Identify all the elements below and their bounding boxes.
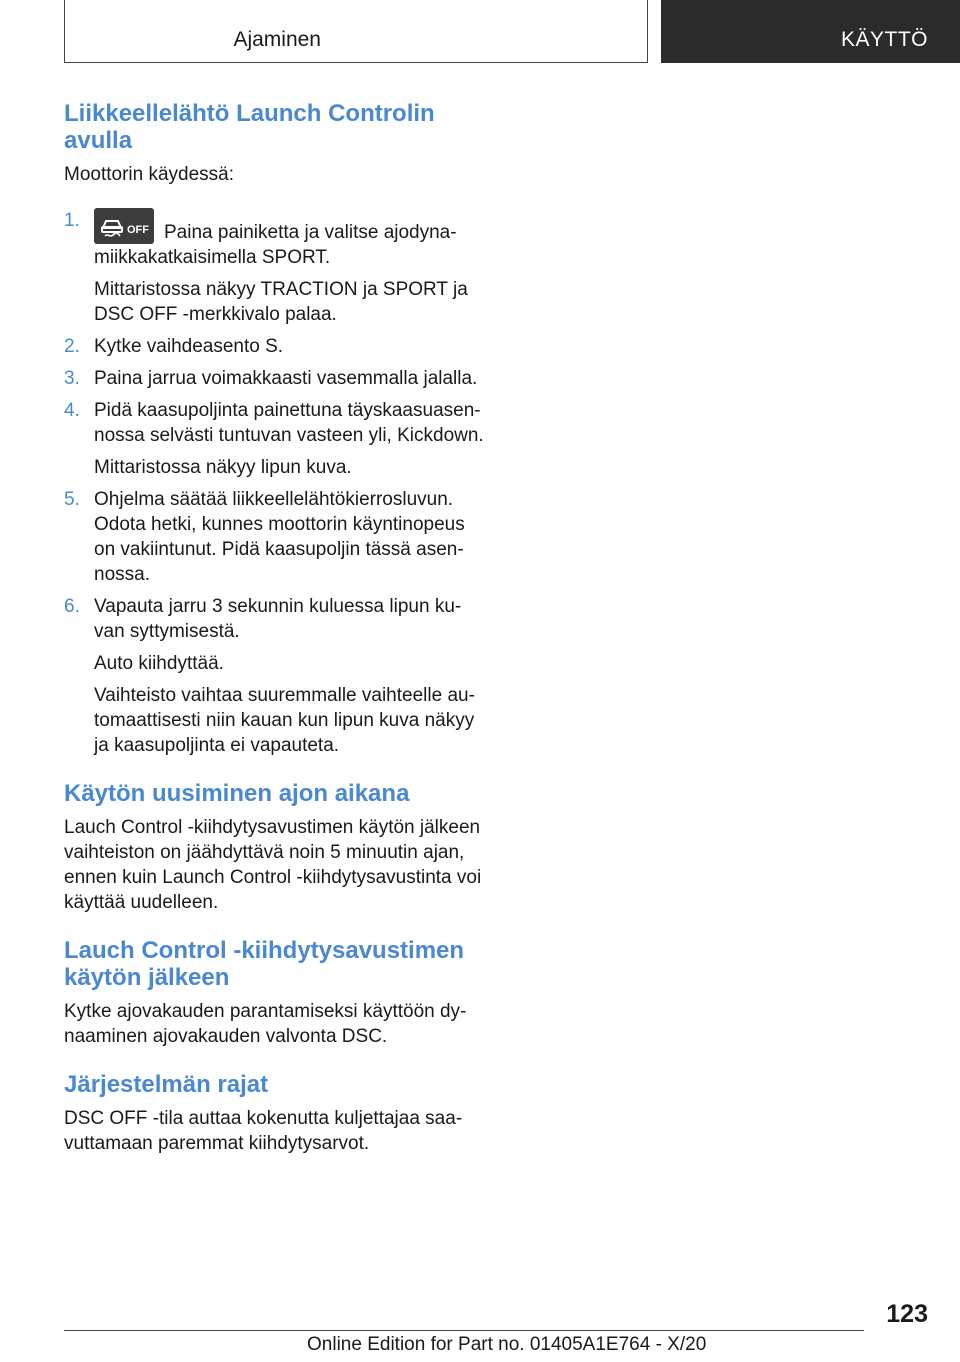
step-text: Pidä kaasupoljinta painettuna täyskaasuasennossa selvästi tuntuvan vasteen yli, Kickdown. xyxy=(94,400,484,446)
launch-intro: Moottorin käydessä: xyxy=(64,164,235,185)
header-chapter-tab xyxy=(661,0,960,63)
after-body: Kytke ajovakauden parantamiseksi käyttöön dynaaminen ajovakauden valvonta DSC. xyxy=(64,1001,467,1047)
header-section: Ajaminen xyxy=(233,28,321,51)
list-item xyxy=(64,398,484,480)
list-item xyxy=(64,334,484,359)
step-number: 1. xyxy=(64,210,80,231)
step-text: Kytke vaihdeasento S. xyxy=(94,336,284,357)
main-content xyxy=(64,100,484,1156)
step-extra: Vaihteisto vaihtaa suuremmalle vaihteelle automaattisesti niin kauan kun lipun kuva näkyy ja kaasupoljinta ei vapauteta. xyxy=(94,685,475,756)
limits-body: DSC OFF -tila auttaa kokenutta kuljettajaa saavuttamaan paremmat kiihdytysarvot. xyxy=(64,1108,463,1154)
step-text: Ohjelma säätää liikkeellelähtökierrosluvun. Odota hetki, kunnes moottorin käyntinopeus on vakiintunut. Pidä kaasupoljin tässä asennossa. xyxy=(94,489,465,585)
section-title-reuse: Käytön uusiminen ajon aikana xyxy=(64,780,410,807)
section-title-launch: Liikkeellelähtö Launch Controlin avulla xyxy=(64,100,435,154)
footer-divider xyxy=(64,1330,864,1331)
header-chapter-label: KÄYTTÖ xyxy=(840,28,928,51)
step-extra: Auto kiihdyttää. xyxy=(94,653,224,674)
dsc-off-icon xyxy=(94,208,154,244)
step-number: 5. xyxy=(64,489,80,510)
step-text: Paina jarrua voimakkaasti vasemmalla jalalla. xyxy=(94,368,478,389)
button-icon-label: OFF xyxy=(127,224,149,236)
section-title-after: Lauch Control -kiihdytysavustimen käytön jälkeen xyxy=(64,937,465,991)
list-item xyxy=(64,487,484,587)
reuse-body: Lauch Control -kiihdytysavustimen käytön jälkeen vaihteiston on jäähdyttävä noin 5 minuutin ajan, ennen kuin Launch Control -kiihdytysavustinta voi käyttää uudelleen. xyxy=(64,817,482,913)
launch-steps xyxy=(64,208,484,758)
section-title-limits: Järjestelmän rajat xyxy=(64,1071,269,1098)
list-item xyxy=(64,594,484,758)
step-number: 3. xyxy=(64,368,80,389)
list-item xyxy=(64,208,484,327)
page-number: 123 xyxy=(886,1300,928,1328)
step-number: 6. xyxy=(64,596,80,617)
step-extra: Mittaristossa näkyy TRACTION ja SPORT ja DSC OFF -merkkivalo palaa. xyxy=(94,279,468,325)
step-text: Paina painiketta ja valitse ajodynamiikkakatkaisimella SPORT. xyxy=(94,222,457,268)
footer-edition: Online Edition for Part no. 01405A1E764 - X/20 xyxy=(307,1334,707,1355)
header-section-box xyxy=(64,0,648,63)
step-number: 4. xyxy=(64,400,80,421)
step-text: Vapauta jarru 3 sekunnin kuluessa lipun kuvan syttymisestä. xyxy=(94,596,462,642)
list-item xyxy=(64,366,484,391)
step-extra: Mittaristossa näkyy lipun kuva. xyxy=(94,457,352,478)
step-number: 2. xyxy=(64,336,80,357)
